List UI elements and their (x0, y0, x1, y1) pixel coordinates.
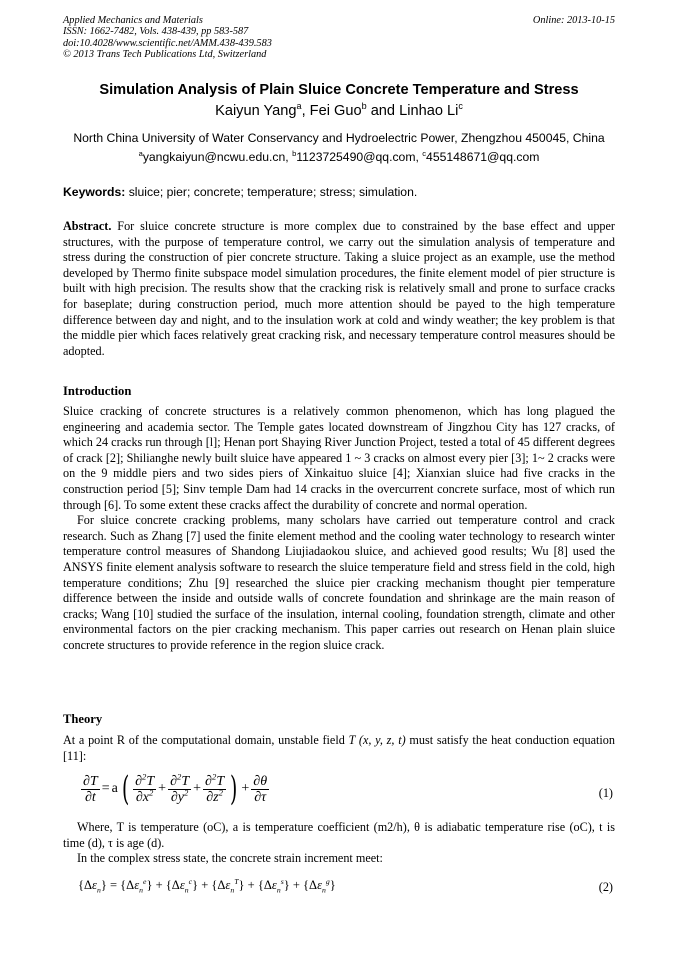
paragraph (63, 733, 615, 764)
text-run: must satisfy the heat conduction equation [11]: (63, 733, 615, 763)
paragraph: In the complex stress state, the concrete strain increment meet: (77, 851, 383, 866)
paper-title: Simulation Analysis of Plain Sluice Concrete Temperature and Stress (99, 82, 579, 98)
theory-continued (63, 820, 615, 867)
section-heading-introduction: Introduction (63, 384, 132, 398)
keywords (63, 185, 615, 199)
paragraph: For sluice concrete cracking problems, many scholars have carried out temperature control and crack research. Such as Zhang [7] used the finite element method and the cooling water technology to research winter temperature control measures of Shandong Liujiadaokou sluice, and achieved good results; Wu [8] used the ANSYS finite element analysis software to research the sluice temperature field and stress field in the cold, high temperature conditions; Zhu [9] researched the sluice pier cracking mechanism thought pier temperature difference between the inside and outside walls of concrete foundation and shrinkage are the main reason of cracks; Wang [10] studied the surface of the insulation, internal cooling, foundation strength, climate and other environmental factors on the pier cracking mechanism. This paper carries out research on Henan plain sluice concrete structures to provide reference in the region sluice crack. (63, 513, 615, 652)
abstract (63, 219, 615, 359)
email-mark: c (422, 148, 427, 158)
keywords-label: Keywords: (63, 185, 126, 199)
author-name: Linhao Li (399, 103, 459, 119)
introduction-body (63, 404, 615, 654)
email-address[interactable]: 1123725490@qq.com (296, 150, 416, 164)
theory-body (63, 733, 615, 764)
paragraph: Sluice cracking of concrete structures is a relatively common phenomenon, which has long plagued the engineering and academia sector. The Temple gates located downstream of Jingzhou City has 127 cracks, of which 24 cracks run through [l]; Henan port Shaying River Junction Project, tested a total of 45 different degrees of crack [2]; Shilianghe newly built sluice have appeared 1 ~ 3 cracks on almost every pier [3]; 1~ 2 cracks were on the 9 middle piers and two sides piers of Xinkaituo sluice [4]; Xianxian sluice had five cracks in the construction period [5]; Sinv temple Dam had 14 cracks in the overcurrent concrete surface, most of which run through [6]. To some extent these cracks affect the durability of concrete and normal operation. (63, 404, 615, 512)
author-list (63, 103, 615, 119)
eq-frac: $\frac{\partial T}{\partial t}$ (83, 773, 98, 805)
keywords-text: sluice; pier; concrete; temperature; stress; simulation. (125, 185, 418, 199)
author-mark: c (458, 101, 463, 112)
author-separator: and (366, 103, 400, 119)
paragraph-where: Where, T is temperature (oC), a is temperature coefficient (m2/h), θ is adiabatic temperature rise (oC), t is time (d), τ is age (d). (63, 820, 615, 850)
issn-line: ISSN: 1662-7482, Vols. 438-439, pp 583-587 (63, 26, 249, 38)
section-heading-theory: Theory (63, 712, 103, 726)
copyright-line: © 2013 Trans Tech Publications Ltd, Switzerland (63, 49, 267, 61)
email-address[interactable]: yangkaiyun@ncwu.edu.cn (142, 150, 286, 164)
eq-frac: $\frac{\partial^2T}{\partial x^2}$ (135, 770, 155, 805)
abstract-text: For sluice concrete structure is more complex due to constrained by the base effect and upper structures, with the purpose of temperature control, we carry out the simulation analysis of temperature and stress during the construction of pier concrete structure. Taking a sluice project as an example, use the method developed by Thermo finite subspace model simulation procedures, the finite element model of pier structure is built with high precision. The results show that the cracking risk is relatively small and prone to surface cracks for baseplate; during construction period, much more attention should be payed to the high temperature difference between day and night, and to the insulation work at cold and windy weather; the key problem is that the middle pier which faces relatively great cracking risk, and necessary temperature control measures should be adopted. (63, 219, 615, 358)
journal-header (63, 15, 615, 61)
equation-number: (1) (598, 786, 613, 800)
equation-strain-increment: $\{\Delta\varepsilon_n\} = \{\Delta\varepsilon_n^e\} + \{\Delta\varepsilon_n^c\} + \{\Delta\varepsilon_n^T\} + \{\Delta\varepsilon_n^s\} + \{\Delta\varepsilon_n^g\}$ (78, 876, 336, 895)
author-name: Kaiyun Yang (215, 103, 297, 119)
eq-frac: $\frac{\partial\theta}{\partial\tau}$ (253, 773, 268, 805)
email-mark: b (292, 148, 297, 158)
email-list: $^a$yangkaiyun@ncwu.edu.cn, $^b$1123725490@qq.com, $^c$455148671@qq.com (138, 148, 540, 164)
author-separator: , (301, 103, 310, 119)
journal-name: Applied Mechanics and Materials (63, 15, 203, 26)
equation-heat-conduction: $\frac{\partial T}{\partial t}$ = a ( $\frac{\partial^2T}{\partial x^2}$ + $\frac{\partial^2T}{\partial y^2}$ + $\frac{\partial^2T}{\partial z^2}$ ) + $\frac{\partial\theta}{\partial\tau}$ (83, 769, 268, 809)
equation-number: (2) (598, 880, 613, 894)
affiliation: North China University of Water Conservancy and Hydroelectric Power, Zhengzhou 450045, China (73, 131, 605, 145)
abstract-label: Abstract. (63, 219, 112, 233)
author-mark: b (361, 101, 367, 112)
author-mark: a (296, 101, 302, 112)
text-run: At a point R of the computational domain, unstable field (63, 733, 349, 747)
email-mark: a (138, 148, 143, 158)
author-name: Fei Guo (309, 103, 362, 119)
text-run-italic: T (x, y, z, t) (348, 733, 406, 747)
online-date: Online: 2013-10-15 (532, 15, 615, 26)
email-address[interactable]: 455148671@qq.com (426, 150, 540, 164)
doi-line: doi:10.4028/www.scientific.net/AMM.438-439.583 (63, 37, 272, 49)
eq-frac: $\frac{\partial^2T}{\partial z^2}$ (205, 770, 225, 805)
eq-frac: $\frac{\partial^2T}{\partial y^2}$ (170, 770, 190, 805)
